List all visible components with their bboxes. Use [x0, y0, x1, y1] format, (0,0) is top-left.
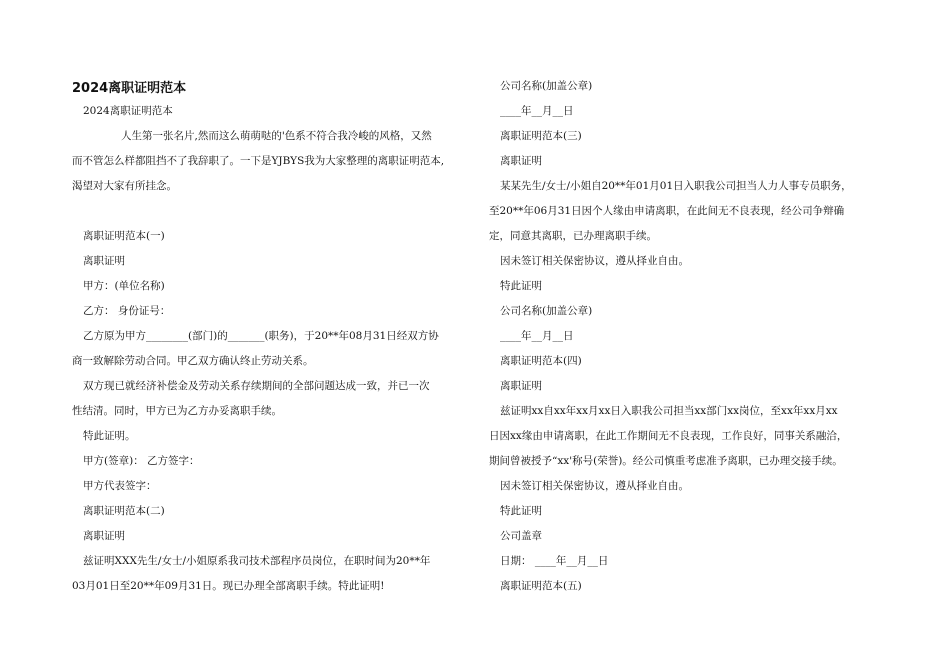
- left-line-section-2-heading: 离职证明范本(二): [83, 505, 165, 517]
- right-line-body-2: 至20**年06月31日因个人缘由申请离职，在此间无不良表现，经公司争辩确: [489, 205, 845, 217]
- left-line-hereby-certify: 特此证明。: [83, 430, 136, 442]
- left-line-body-2: 商一致解除劳动合同。甲乙双方确认终止劳动关系。: [72, 355, 314, 367]
- left-line-party-b: 乙方： 身份证号：: [83, 305, 171, 317]
- left-line-subtitle: 2024离职证明范本: [83, 105, 173, 117]
- right-line-section-4-heading: 离职证明范本(四): [500, 355, 582, 367]
- left-line-body-6: 03月01日至20**年09月31日。现已办理全部离职手续。特此证明!: [72, 580, 385, 592]
- left-line-body-4: 性结清。同时，甲方已为乙方办妥离职手续。: [72, 405, 282, 417]
- left-line-body-5: 兹证明XXX先生/女士/小姐原系我司技术部程序员岗位，在职时间为20**年: [83, 555, 431, 567]
- right-line-body-5: 日因xx缘由申请离职，在此工作期间无不良表现，工作良好，同事关系融洽，: [489, 430, 848, 442]
- right-line-section-3-heading: 离职证明范本(三): [500, 130, 582, 142]
- document-title: 2024离职证明范本: [72, 81, 187, 96]
- right-line-confidentiality-2: 因未签订相关保密协议，遵从择业自由。: [500, 480, 689, 492]
- left-line-body-3: 双方现已就经济补偿金及劳动关系存续期间的全部问题达成一致，并已一次: [83, 380, 430, 392]
- left-line-intro-1: 人生第一张名片,然而这么萌萌哒的'色系不符合我冷峻的风格，又然: [121, 130, 432, 142]
- right-line-hereby-certify: 特此证明: [500, 280, 542, 292]
- right-line-body-4: 兹证明xx自xx年xx月xx日入职我公司担当xx部门xx岗位，至xx年xx月xx: [500, 405, 838, 417]
- left-line-certificate-label: 离职证明: [83, 255, 125, 267]
- right-line-confidentiality: 因未签订相关保密协议，遵从择业自由。: [500, 255, 689, 267]
- right-line-company-seal-2: 公司名称(加盖公章): [500, 305, 593, 317]
- right-line-company-stamp: 公司盖章: [500, 530, 542, 542]
- right-line-date-2: ____年__月__日: [500, 330, 574, 342]
- right-line-certificate-label: 离职证明: [500, 155, 542, 167]
- left-line-representative: 甲方代表签字：: [83, 480, 157, 492]
- right-line-date: ____年__月__日: [500, 105, 574, 117]
- right-line-body-1: 某某先生/女士/小姐自20**年01月01日入职我公司担当人力人事专员职务，: [500, 180, 852, 192]
- left-line-intro-2: 而不管怎么样都阻挡不了我辞职了。一下是YJBYS我为大家整理的离职证明范本,: [72, 155, 445, 167]
- left-line-party-a: 甲方：(单位名称): [83, 280, 165, 292]
- right-line-certificate-label-2: 离职证明: [500, 380, 542, 392]
- left-line-signatures: 甲方(签章)： 乙方签字：: [83, 455, 200, 467]
- right-line-hereby-certify-2: 特此证明: [500, 505, 542, 517]
- right-line-body-6: 期间曾被授予“xx'称号(荣誉)。经公司慎重考虑准予离职，已办理交接手续。: [489, 455, 843, 467]
- left-line-certificate-label-2: 离职证明: [83, 530, 125, 542]
- left-line-intro-3: 渴望对大家有所挂念。: [72, 180, 177, 192]
- left-line-body-1: 乙方原为甲方________(部门)的_______(职务)，于20**年08月31日经双方协: [83, 330, 439, 342]
- left-line-section-1-heading: 离职证明范本(一): [83, 230, 165, 242]
- right-line-company-seal: 公司名称(加盖公章): [500, 80, 593, 92]
- right-line-section-5-heading: 离职证明范本(五): [500, 580, 582, 592]
- right-line-body-3: 定，同意其离职，已办理离职手续。: [489, 230, 657, 242]
- right-line-date-3: 日期： ____年__月__日: [500, 555, 609, 567]
